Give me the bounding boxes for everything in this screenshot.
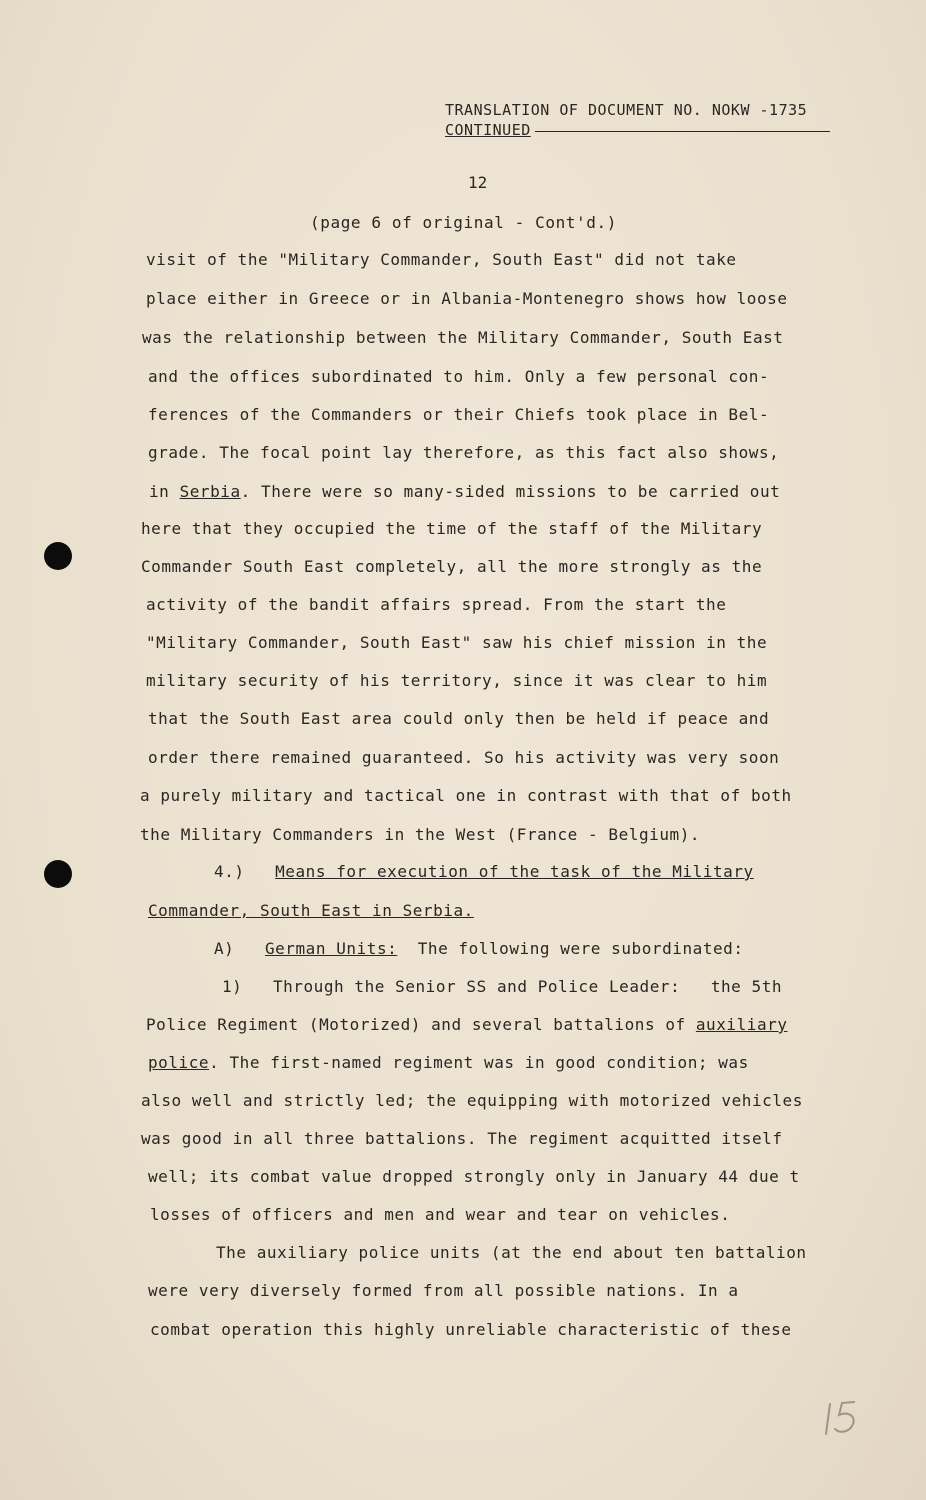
item-letter: A) (214, 939, 235, 958)
item-number: 1) (222, 977, 243, 996)
text-segment: The following were subordinated: (417, 939, 744, 958)
text-line: the Military Commanders in the West (France - Belgium). (140, 825, 701, 844)
text-line: well; its combat value dropped strongly only in January 44 due t (148, 1167, 800, 1186)
page-subtitle: (page 6 of original - Cont'd.) (310, 213, 617, 232)
underlined-serbia: Serbia (179, 482, 241, 501)
punch-hole (44, 542, 72, 570)
handwritten-page-mark (820, 1398, 870, 1438)
text-line: Commander South East completely, all the more strongly as the (141, 557, 763, 576)
text-line (146, 1015, 788, 1034)
punch-hole (44, 860, 72, 888)
text-line: also well and strictly led; the equipping with motorized vehicles (141, 1091, 803, 1110)
section-number: 4.) (214, 862, 245, 881)
text-segment: the 5th (710, 977, 783, 996)
text-line (214, 939, 744, 958)
header-continued: CONTINUED (445, 121, 531, 139)
header-continued-row (445, 120, 830, 140)
underlined-german-units: German Units: (264, 939, 398, 958)
text-segment: . There were so many-sided missions to be carried out (240, 482, 781, 501)
text-line: losses of officers and men and wear and tear on vehicles. (150, 1205, 731, 1224)
text-line (148, 1053, 749, 1072)
text-line: was good in all three battalions. The regiment acquitted itself (141, 1129, 783, 1148)
text-line: visit of the "Military Commander, South East" did not take (146, 250, 737, 269)
page-number: 12 (468, 173, 488, 192)
text-line: were very diversely formed from all possible nations. In a (148, 1281, 739, 1300)
text-line (149, 482, 780, 501)
text-segment: . The first-named regiment was in good condition; was (209, 1053, 749, 1072)
section-heading-line (214, 862, 754, 881)
text-line: ferences of the Commanders or their Chiefs took place in Bel- (148, 405, 770, 424)
section-heading: Means for execution of the task of the Military (275, 862, 754, 881)
document-header (445, 100, 830, 140)
section-heading-cont: Commander, South East in Serbia. (148, 901, 474, 920)
underlined-police: police (148, 1053, 210, 1072)
underlined-auxiliary: auxiliary (695, 1015, 788, 1034)
section-heading-line (148, 901, 474, 920)
text-segment: Police Regiment (Motorized) and several battalions of (146, 1015, 696, 1034)
text-line: here that they occupied the time of the staff of the Military (141, 519, 763, 538)
text-segment: Through the Senior SS and Police Leader: (272, 977, 681, 996)
header-rule (535, 131, 830, 132)
header-title: TRANSLATION OF DOCUMENT NO. NOKW -1735 (445, 101, 808, 119)
text-line: The auxiliary police units (at the end about ten battalion (216, 1243, 807, 1262)
text-line: grade. The focal point lay therefore, as this fact also shows, (148, 443, 780, 462)
text-segment: in (149, 482, 180, 501)
text-line (222, 977, 782, 996)
text-line: place either in Greece or in Albania-Montenegro shows how loose (146, 289, 788, 308)
text-line: was the relationship between the Military Commander, South East (142, 328, 784, 347)
text-line: activity of the bandit affairs spread. From the start the (146, 595, 727, 614)
text-line: order there remained guaranteed. So his activity was very soon (148, 748, 780, 767)
text-line: military security of his territory, since it was clear to him (146, 671, 768, 690)
text-line: combat operation this highly unreliable characteristic of these (150, 1320, 792, 1339)
text-line: and the offices subordinated to him. Only a few personal con- (148, 367, 770, 386)
text-line: that the South East area could only then be held if peace and (148, 709, 770, 728)
text-line: a purely military and tactical one in contrast with that of both (140, 786, 792, 805)
text-line: "Military Commander, South East" saw his chief mission in the (146, 633, 768, 652)
